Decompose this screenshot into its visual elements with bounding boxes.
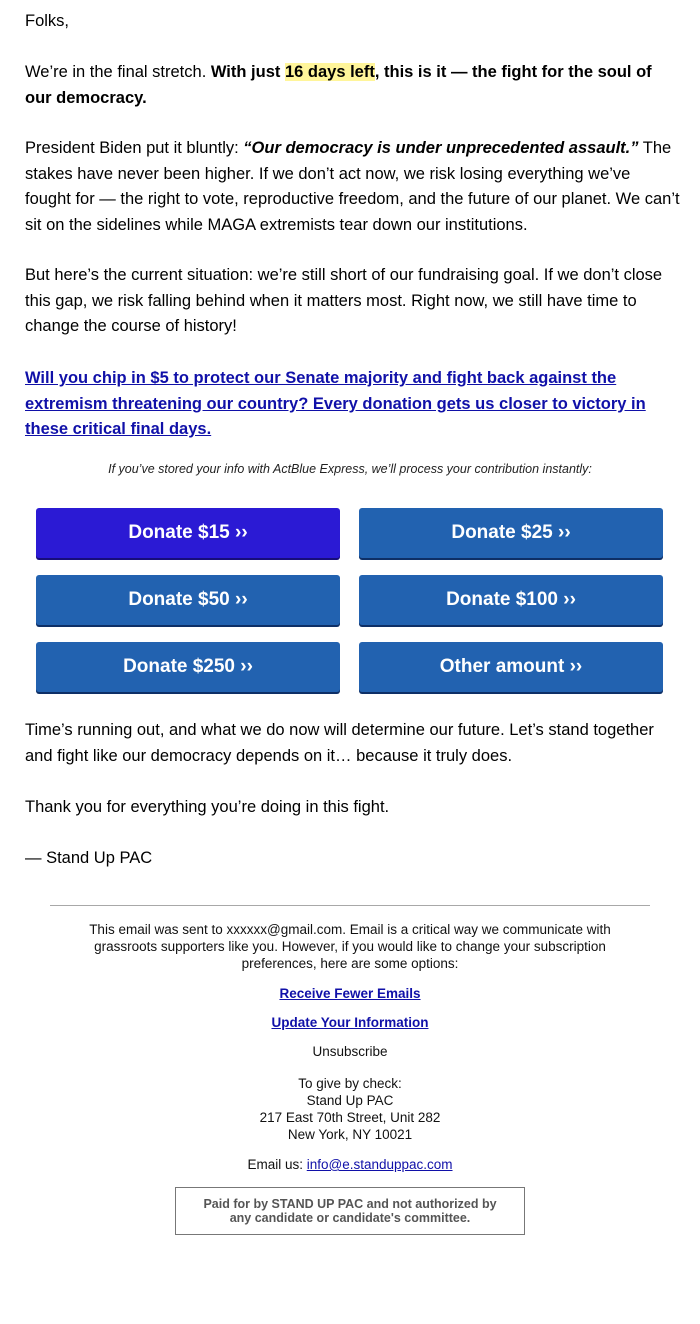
footer-update-info [75, 1014, 625, 1031]
footer-unsubscribe [75, 1043, 625, 1060]
footer-divider [50, 905, 650, 906]
greeting: Folks, [25, 12, 70, 30]
footer-notice: This email was sent to xxxxxx@gmail.com. Email is a critical way we communicate with grassroots supporters like you. However, if you would like to change your subscription preferences, here are some options: [89, 922, 611, 971]
signoff: — Stand Up PAC [25, 849, 153, 867]
quote-rest: The stakes have never been higher. If we don’t act now, we risk losing everything we’ve fought for — the right to vote, reproductive freedom, and the future of our planet. We can’t sit on the sidelines while MAGA extremists tear down our institutions. [25, 139, 680, 234]
paragraph-time-running-out: Time’s running out, and what we do now will determine our future. Let’s stand together and fight like our democracy depends on it… because it truly does. [25, 721, 654, 765]
paid-for-disclaimer [175, 1187, 525, 1235]
update-your-information-link[interactable]: Update Your Information [271, 1015, 429, 1030]
donate-100-button[interactable]: Donate $100 ›› [359, 575, 663, 625]
bold-post: , this is it — the fight for the soul of our democracy. [25, 63, 652, 107]
check-heading: To give by check: [298, 1076, 402, 1091]
quote-intro: President Biden put it bluntly: [25, 139, 244, 157]
paragraph-current-situation: But here’s the current situation: we’re still short of our fundraising goal. If we don’t close this gap, we risk falling behind when it matters most. Right now, we still have time to change the course of history! [25, 266, 663, 336]
unsubscribe-link[interactable]: Unsubscribe [312, 1044, 388, 1059]
donate-other-amount-button[interactable]: Other amount ›› [359, 642, 663, 692]
donate-15-button[interactable]: Donate $15 ›› [36, 508, 340, 558]
actblue-express-note: If you’ve stored your info with ActBlue Express, we’ll process your contribution instantly: [108, 462, 592, 476]
check-org: Stand Up PAC [306, 1093, 394, 1108]
donate-50-button[interactable]: Donate $50 ›› [36, 575, 340, 625]
receive-fewer-emails-link[interactable]: Receive Fewer Emails [279, 986, 421, 1001]
biden-quote: “Our democracy is under unprecedented assault.” [243, 139, 639, 157]
disclaimer-text: Paid for by STAND UP PAC and not authorized by any candidate or candidate's committee. [203, 1197, 497, 1225]
footer-fewer-emails [75, 985, 625, 1002]
check-city: New York, NY 10021 [287, 1127, 413, 1142]
footer-email-us [75, 1156, 625, 1173]
chip-in-link[interactable]: Will you chip in $5 to protect our Senate majority and fight back against the extremism threatening our country? Every donation gets us closer to victory in these critical final days. [25, 369, 646, 439]
days-left-highlight: 16 days left [284, 63, 375, 81]
paragraph-final-stretch [25, 60, 680, 111]
bold-pre: With just [210, 63, 285, 81]
email-us-label: Email us: [247, 1157, 307, 1172]
check-street: 217 East 70th Street, Unit 282 [259, 1110, 441, 1125]
check-address [75, 1075, 625, 1143]
donate-25-button[interactable]: Donate $25 ›› [359, 508, 663, 558]
paragraph-thank-you: Thank you for everything you’re doing in this fight. [25, 798, 390, 816]
donate-250-button[interactable]: Donate $250 ›› [36, 642, 340, 692]
contact-email-link[interactable]: info@e.standuppac.com [306, 1157, 453, 1172]
paragraph-biden-quote [25, 136, 680, 238]
paragraph-cta [25, 366, 680, 443]
paragraph-final-stretch-intro: We’re in the final stretch. [25, 63, 211, 81]
